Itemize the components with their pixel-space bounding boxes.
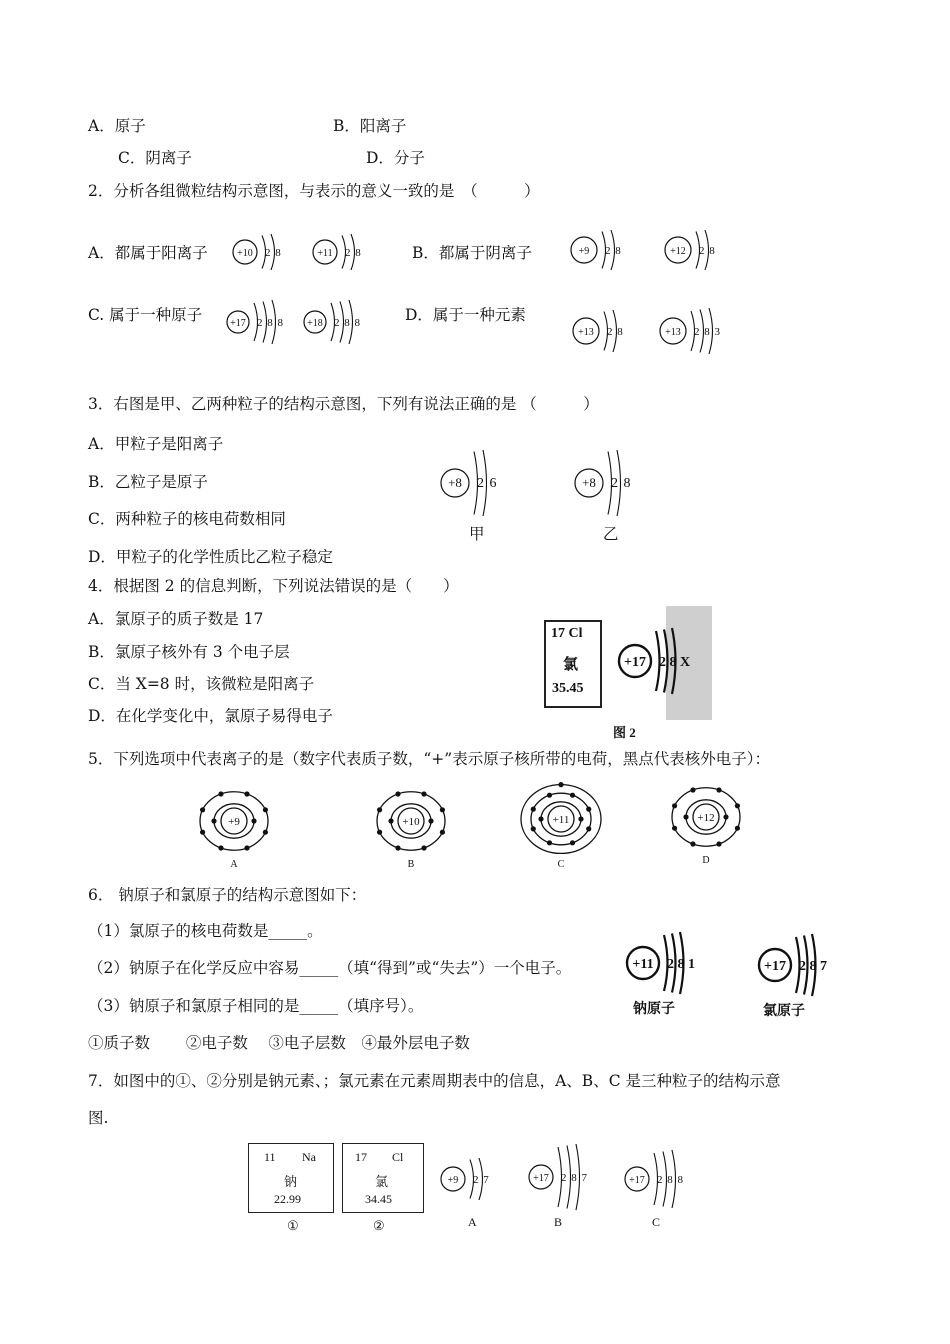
label-yi: 乙: [603, 525, 619, 543]
electron-dot: [428, 818, 433, 823]
shell-electron-counts: 2 8 1: [667, 957, 695, 972]
atom-diagram-q7-c: [622, 1148, 706, 1210]
label-cell-2: ②: [373, 1218, 385, 1233]
electron-dot: [538, 816, 543, 821]
atom-diagram-plus13-atom: [657, 306, 737, 356]
cell-number: 17: [355, 1150, 367, 1164]
element-cell-chlorine-q7: [342, 1143, 424, 1213]
q1-option-c: C．阴离子: [118, 149, 192, 167]
cell-mass: 34.45: [365, 1192, 392, 1206]
cell-number-symbol: 17 Cl: [551, 626, 583, 641]
nucleus-charge: +17: [624, 655, 646, 670]
q2-option-d: D．属于一种元素: [405, 306, 526, 324]
atom-diagram-chlorine: [756, 932, 836, 998]
cell-element-name: 氯: [563, 657, 579, 673]
q3-option-b: B．乙粒子是原子: [88, 473, 208, 491]
electron-dot: [531, 826, 536, 831]
nucleus-charge: +17: [230, 318, 246, 329]
electron-dot: [672, 803, 677, 808]
cell-atomic-mass: 35.45: [552, 681, 584, 696]
atom-diagram-q7-b: [526, 1142, 610, 1212]
q6-sub2: （2）钠原子在化学反应中容易_____（填“得到”或“失去”）一个电子。: [88, 959, 572, 977]
nucleus-charge: +12: [697, 812, 715, 824]
nucleus-charge: +10: [237, 248, 253, 259]
cell-symbol: Na: [302, 1150, 316, 1164]
electron-dot: [716, 841, 721, 846]
electron-dot: [547, 793, 552, 798]
electron-dot: [200, 807, 205, 812]
q3-option-d: D．甲粒子的化学性质比乙粒子稳定: [88, 548, 333, 566]
electron-dot: [570, 793, 575, 798]
cell-symbol: Cl: [392, 1150, 404, 1164]
q1-option-a: A．原子: [88, 117, 146, 135]
nucleus-charge: +13: [578, 327, 594, 338]
electron-dot: [578, 816, 583, 821]
cell-mass: 22.99: [274, 1192, 301, 1206]
q2-option-a: A．都属于阳离子: [88, 244, 208, 262]
shell-electron-counts: 2 8 3: [694, 326, 721, 338]
electron-dot: [263, 830, 268, 835]
q4-option-c: C．当 X=8 时，该微粒是阳离子: [88, 675, 315, 693]
electron-dot: [395, 845, 400, 850]
nucleus-charge: +9: [578, 246, 590, 257]
electron-dot: [531, 807, 536, 812]
q4-option-b: B．氯原子核外有 3 个电子层: [88, 643, 290, 661]
q6-sub3: （3）钠原子和氯原子相同的是_____（填序号）。: [88, 997, 424, 1015]
shell-electron-counts: 2 8: [605, 245, 622, 257]
shell-electron-counts: 2 8 X: [659, 655, 691, 670]
electron-dot: [421, 791, 426, 796]
shell-electron-counts: 2 8: [265, 247, 282, 259]
electron-dot: [218, 791, 223, 796]
electron-dot: [558, 782, 563, 787]
orbit-diagram-d: [666, 782, 746, 864]
nucleus-charge: +10: [402, 816, 420, 828]
q4-option-a: A．氯原子的质子数是 17: [88, 610, 264, 628]
electron-dot: [570, 840, 575, 845]
q1-option-b: B．阳离子: [333, 117, 407, 135]
nucleus-charge: +17: [533, 1173, 549, 1184]
q6-stem: 6． 钠原子和氯原子的结构示意图如下：: [88, 886, 367, 904]
electron-dot: [244, 791, 249, 796]
atom-diagram-plus17: [224, 298, 294, 346]
nucleus-charge: +9: [447, 1175, 459, 1186]
cell-name: 钠: [284, 1174, 298, 1189]
q3-stem: 3．右图是甲、乙两种粒子的结构示意图，下列有说法正确的是 （ ）: [88, 395, 599, 413]
atom-diagram-plus11: [310, 232, 380, 272]
shell-electron-counts: 2 8 8: [257, 317, 284, 329]
label-sodium-atom: 钠原子: [633, 1002, 675, 1017]
q2-stem: 2．分析各组微粒结构示意图，与表示的意义一致的是 （ ）: [88, 182, 540, 200]
q4-stem: 4．根据图 2 的信息判断，下列说法错误的是（ ）: [88, 577, 459, 595]
electron-dot: [547, 840, 552, 845]
shell-electron-counts: 2 6: [477, 476, 498, 491]
atom-diagram-plus12: [662, 228, 732, 272]
nucleus-charge: +12: [670, 246, 686, 257]
cell-name: 氯: [375, 1174, 389, 1189]
atom-diagram-yi: [572, 448, 662, 518]
shell-electron-counts: 2 8: [611, 476, 632, 491]
electron-dot: [377, 830, 382, 835]
atom-diagram-chlorine-x: [616, 626, 712, 696]
nucleus-charge: +17: [764, 959, 786, 974]
label-q7-a: A: [468, 1215, 477, 1229]
figure-2: [540, 606, 712, 740]
cell-number: 11: [264, 1150, 276, 1164]
electron-dot: [716, 787, 721, 792]
shell-electron-counts: 2 7: [473, 1174, 490, 1186]
q2-option-c: C. 属于一种原子: [88, 306, 203, 324]
atom-diagram-plus13-ion: [570, 308, 640, 354]
q5-stem: 5．下列选项中代表离子的是（数字代表质子数，“+”表示原子核所带的电荷，黑点代表核外电子）：: [88, 750, 770, 768]
nucleus-charge: +11: [552, 814, 570, 826]
nucleus-charge: +13: [665, 327, 681, 338]
q2-option-b: B．都属于阴离子: [412, 244, 532, 262]
option-label: A: [230, 859, 238, 870]
electron-dot: [421, 845, 426, 850]
atom-diagram-plus10: [230, 232, 300, 272]
electron-dot: [200, 830, 205, 835]
nucleus-charge: +11: [317, 248, 333, 259]
q3-option-c: C．两种粒子的核电荷数相同: [88, 510, 286, 528]
option-label: B: [407, 859, 415, 870]
electron-dot: [735, 803, 740, 808]
shell-electron-counts: 2 8: [699, 245, 716, 257]
electron-dot: [586, 826, 591, 831]
q7-stem-line2: 图.: [88, 1109, 109, 1127]
element-cell-chlorine: [544, 620, 602, 708]
electron-dot: [263, 807, 268, 812]
nucleus-charge: +11: [632, 957, 654, 972]
figure-2-caption: 图 2: [613, 725, 636, 740]
atom-diagram-jia: [438, 448, 528, 518]
option-label: D: [702, 855, 710, 866]
shell-electron-counts: 2 8 8: [334, 317, 361, 329]
q6-choices: ①质子数 ②电子数 ③电子层数 ④最外层电子数: [88, 1034, 470, 1052]
electron-dot: [672, 826, 677, 831]
shell-electron-counts: 2 8: [607, 326, 624, 338]
electron-dot: [690, 841, 695, 846]
label-jia: 甲: [469, 525, 485, 543]
label-q7-b: B: [554, 1215, 563, 1229]
electron-dot: [683, 814, 688, 819]
atom-diagram-plus18: [301, 298, 371, 346]
nucleus-charge: +8: [582, 475, 596, 490]
shell-electron-counts: 2 8 7: [561, 1172, 588, 1184]
electron-dot: [251, 818, 256, 823]
electron-dot: [586, 807, 591, 812]
electron-dot: [377, 807, 382, 812]
electron-dot: [723, 814, 728, 819]
atom-diagram-plus9: [568, 228, 638, 272]
electron-dot: [735, 826, 740, 831]
shell-electron-counts: 2 8 7: [799, 959, 827, 974]
element-cell-sodium: [248, 1143, 334, 1213]
q4-option-d: D．在化学变化中，氯原子易得电子: [88, 707, 333, 725]
electron-dot: [218, 845, 223, 850]
electron-dot: [395, 791, 400, 796]
electron-dot: [244, 845, 249, 850]
orbit-diagram-b: [367, 786, 455, 868]
electron-dot: [388, 818, 393, 823]
nucleus-charge: +18: [307, 318, 323, 329]
orbit-diagram-c: [516, 782, 606, 868]
label-cell-1: ①: [287, 1218, 299, 1233]
electron-dot: [211, 818, 216, 823]
atom-diagram-q7-a: [438, 1156, 508, 1202]
electron-dot: [440, 830, 445, 835]
q3-option-a: A．甲粒子是阳离子: [88, 435, 224, 453]
label-chlorine-atom: 氯原子: [763, 1004, 805, 1019]
shell-electron-counts: 2 8 8: [657, 1174, 684, 1186]
shell-electron-counts: 2 8: [345, 247, 362, 259]
nucleus-charge: +9: [228, 816, 240, 828]
orbit-diagram-a: [192, 786, 276, 868]
option-label: C: [557, 859, 565, 870]
electron-dot: [440, 807, 445, 812]
label-q7-c: C: [652, 1215, 661, 1229]
q7-stem-line1: 7．如图中的①、②分别是钠元素、；氯元素在元素周期表中的信息，A、B、C 是三种粒子的结构示意: [88, 1072, 781, 1090]
q6-sub1: （1）氯原子的核电荷数是_____。: [88, 922, 323, 940]
atom-diagram-sodium: [624, 930, 704, 996]
nucleus-charge: +17: [629, 1175, 645, 1186]
q1-option-d: D．分子: [366, 149, 425, 167]
nucleus-charge: +8: [448, 475, 462, 490]
electron-dot: [690, 787, 695, 792]
